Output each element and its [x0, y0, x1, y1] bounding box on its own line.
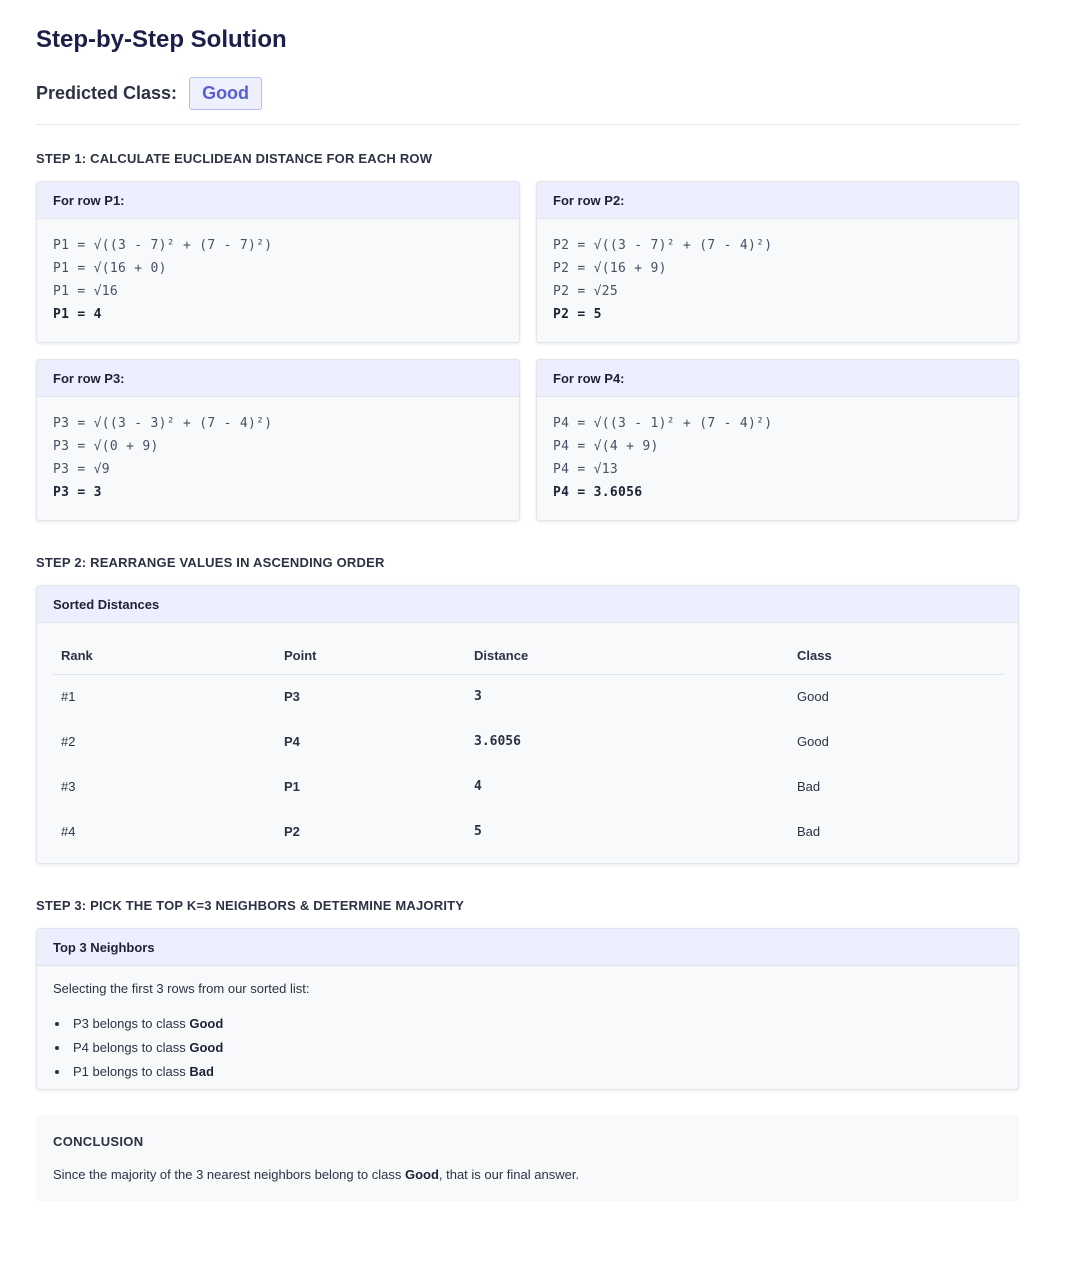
table-header-row [53, 637, 1004, 674]
conclusion-class: Good [404, 1167, 439, 1182]
column-header-class: Class [789, 637, 1004, 674]
class-cell: Good [797, 734, 829, 749]
rank-cell: #1 [61, 689, 76, 705]
calc-card-p3 [36, 359, 520, 521]
column-header-rank: Rank [53, 637, 276, 674]
sorted-distances-title: Sorted Distances [37, 586, 1018, 623]
class-cell: Good [797, 689, 829, 705]
distance-cell: 3.6056 [474, 734, 521, 749]
calc-line: P4 = √((3 - 1)² + (7 - 4)²) [553, 416, 773, 431]
calc-card-title: For row P1: [37, 182, 519, 219]
point-cell: P3 [284, 689, 300, 705]
calc-card-p4 [536, 359, 1019, 521]
neighbor-class: Good [189, 1040, 224, 1055]
sorted-distances-table [53, 637, 1004, 854]
table-row [53, 809, 1004, 854]
calc-card-title: For row P2: [537, 182, 1018, 219]
list-item [53, 1012, 1002, 1036]
calc-result: P4 = 3.6056 [553, 485, 643, 500]
calc-line: P2 = √((3 - 7)² + (7 - 4)²) [553, 238, 773, 253]
class-cell: Bad [797, 779, 821, 794]
top-neighbors-title: Top 3 Neighbors [37, 929, 1018, 966]
step1-heading: STEP 1: CALCULATE EUCLIDEAN DISTANCE FOR EACH ROW [36, 151, 433, 166]
neighbor-class: Good [189, 1016, 224, 1031]
calc-line: P3 = √((3 - 3)² + (7 - 4)²) [53, 416, 273, 431]
point-cell: P4 [284, 734, 300, 749]
calc-line: P3 = √(0 + 9) [53, 439, 159, 454]
step3-heading: STEP 3: PICK THE TOP K=3 NEIGHBORS & DETERMINE MAJORITY [36, 898, 465, 913]
calc-line: P4 = √13 [553, 462, 619, 477]
predicted-class-badge: Good [189, 77, 262, 110]
top-neighbors-intro: Selecting the first 3 rows from our sorted list: [53, 981, 310, 996]
sorted-distances-card [36, 585, 1019, 864]
conclusion-text-after: , that is our final answer. [438, 1167, 580, 1182]
step2-heading: STEP 2: REARRANGE VALUES IN ASCENDING ORDER [36, 555, 385, 570]
table-row [53, 719, 1004, 764]
class-cell: Bad [797, 824, 821, 839]
rank-cell: #4 [61, 824, 76, 839]
conclusion-text [53, 1166, 1002, 1184]
top-neighbors-card [36, 928, 1019, 1090]
conclusion-text-before: Since the majority of the 3 nearest neighbors belong to class [53, 1167, 402, 1182]
calc-result: P2 = 5 [553, 307, 602, 322]
conclusion-box [36, 1115, 1019, 1201]
neighbor-class: Bad [189, 1064, 214, 1079]
calc-line: P1 = √((3 - 7)² + (7 - 7)²) [53, 238, 273, 253]
point-cell: P2 [284, 824, 300, 839]
column-header-distance: Distance [466, 637, 789, 674]
divider [36, 124, 1019, 125]
rank-cell: #3 [61, 779, 76, 794]
calc-card-p2 [536, 181, 1019, 343]
calc-card-p1 [36, 181, 520, 343]
distance-cell: 5 [474, 824, 482, 839]
table-row [53, 764, 1004, 809]
calc-line: P2 = √25 [553, 284, 619, 299]
table-row [53, 674, 1004, 719]
page-title: Step-by-Step Solution [36, 26, 287, 53]
point-cell: P1 [284, 779, 300, 794]
calc-card-title: For row P4: [537, 360, 1018, 397]
calc-line: P1 = √(16 + 0) [53, 261, 167, 276]
predicted-class [36, 77, 262, 110]
calc-result: P3 = 3 [53, 485, 102, 500]
column-header-point: Point [276, 637, 466, 674]
calc-line: P1 = √16 [53, 284, 119, 299]
distance-cell: 4 [474, 779, 482, 794]
distance-cell: 3 [474, 689, 482, 705]
neighbor-text: P3 belongs to class [73, 1016, 186, 1031]
calc-line: P4 = √(4 + 9) [553, 439, 659, 454]
list-item [53, 1060, 1002, 1084]
neighbor-text: P4 belongs to class [73, 1040, 186, 1055]
calc-line: P3 = √9 [53, 462, 110, 477]
calc-line: P2 = √(16 + 9) [553, 261, 667, 276]
predicted-class-label: Predicted Class: [36, 83, 178, 103]
calc-card-title: For row P3: [37, 360, 519, 397]
conclusion-title: CONCLUSION [53, 1134, 144, 1149]
rank-cell: #2 [61, 734, 76, 749]
neighbor-text: P1 belongs to class [73, 1064, 186, 1079]
neighbors-list [53, 1012, 1002, 1084]
calc-result: P1 = 4 [53, 307, 102, 322]
list-item [53, 1036, 1002, 1060]
